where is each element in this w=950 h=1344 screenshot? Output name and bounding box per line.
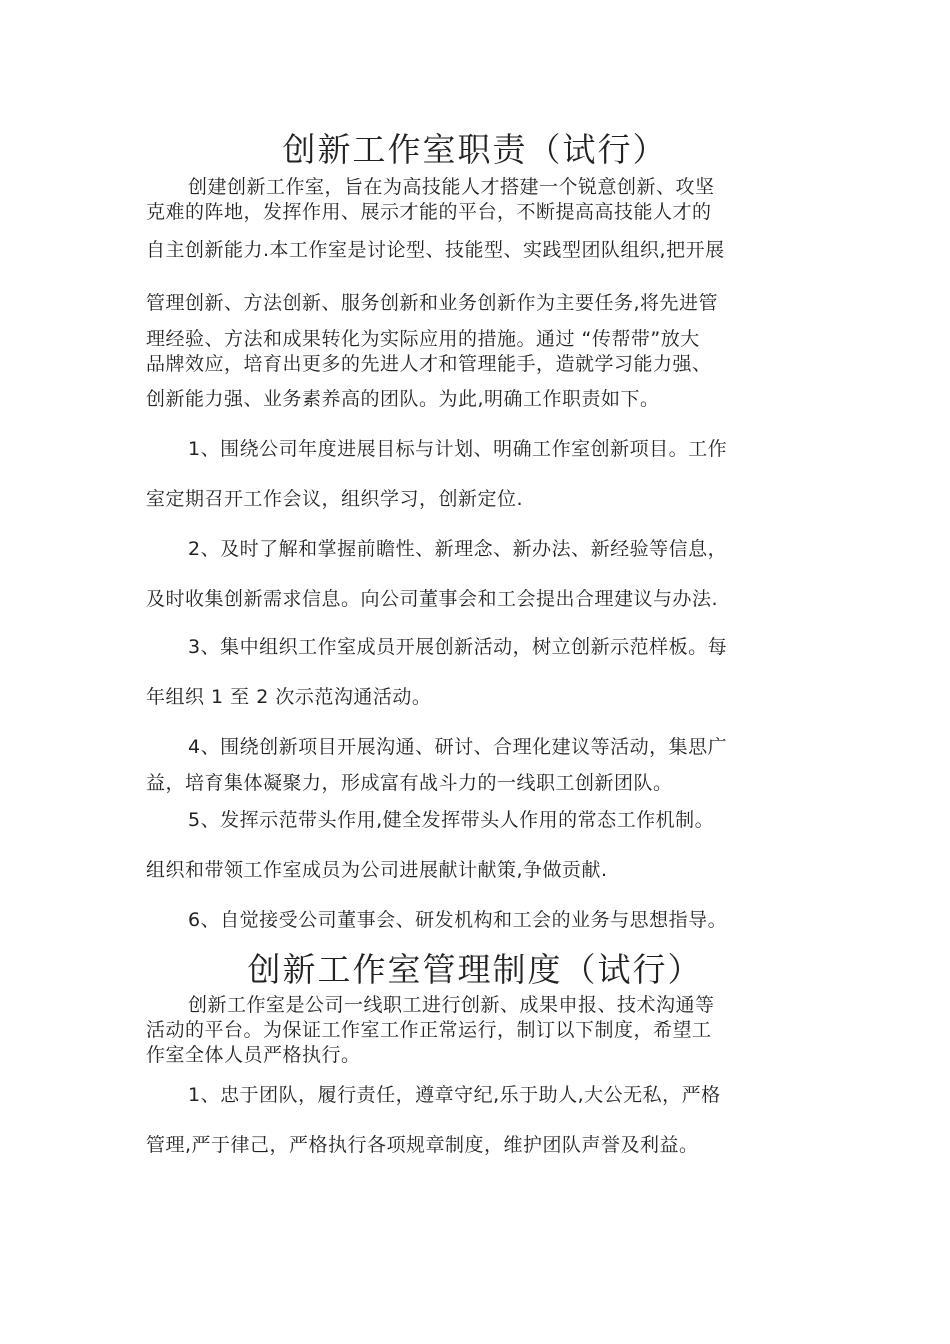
section1-item-1-line: 1、围绕公司年度进展目标与计划、明确工作室创新项目。工作	[188, 438, 728, 460]
section2-intro-line: 活动的平台。为保证工作室工作正常运行，制订以下制度，希望工	[146, 1019, 712, 1041]
section1-item-5-line: 5、发挥示范带头作用,健全发挥带头人作用的常态工作机制。	[188, 809, 715, 831]
section2-intro-line: 作室全体人员严格执行。	[146, 1044, 361, 1066]
section1-item-5-line: 组织和带领工作室成员为公司进展献计献策,争做贡献.	[146, 859, 608, 881]
section1-intro-line: 管理创新、方法创新、服务创新和业务创新作为主要任务,将先进管	[146, 292, 719, 314]
section1-intro-line: 理经验、方法和成果转化为实际应用的措施。通过 “传帮带”放大	[146, 328, 700, 350]
section2-title: 创新工作室管理制度（试行）	[247, 950, 703, 989]
section1-intro-line: 创建创新工作室，旨在为高技能人才搭建一个锐意创新、攻坚	[188, 176, 715, 198]
section1-intro-line: 克难的阵地，发挥作用、展示才能的平台，不断提高高技能人才的	[146, 201, 712, 223]
section1-item-4-line: 益，培育集体凝聚力，形成富有战斗力的一线职工创新团队。	[146, 772, 673, 794]
section1-intro-line: 品牌效应，培育出更多的先进人才和管理能手，造就学习能力强、	[146, 353, 712, 375]
section1-item-3-line: 3、集中组织工作室成员开展创新活动，树立创新示范样板。每	[188, 636, 728, 658]
section1-item-6-line: 6、自觉接受公司董事会、研发机构和工会的业务与思想指导。	[188, 909, 728, 931]
section1-item-4-line: 4、围绕创新项目开展沟通、研讨、合理化建议等活动，集思广	[188, 736, 728, 758]
section2-item-1-line: 管理,严于律己，严格执行各项规章制度，维护团队声誉及利益。	[146, 1134, 699, 1156]
section2-intro-line: 创新工作室是公司一线职工进行创新、成果申报、技术沟通等	[188, 994, 715, 1016]
section1-title: 创新工作室职责（试行）	[282, 130, 668, 169]
section1-intro-line: 自主创新能力.本工作室是讨论型、技能型、实践型团队组织,把开展	[146, 239, 725, 261]
section1-item-2-line: 2、及时了解和掌握前瞻性、新理念、新办法、新经验等信息，	[188, 538, 728, 560]
section1-item-3-line: 年组织 1 至 2 次示范沟通活动。	[146, 686, 432, 708]
section1-intro-line: 创新能力强、业务素养高的团队。为此,明确工作职责如下。	[146, 388, 660, 410]
section1-item-1-line: 室定期召开工作会议，组织学习，创新定位.	[146, 488, 524, 510]
section2-item-1-line: 1、忠于团队，履行责任，遵章守纪,乐于助人,大公无私，严格	[188, 1084, 721, 1106]
section1-item-2-line: 及时收集创新需求信息。向公司董事会和工会提出合理建议与办法.	[146, 588, 719, 610]
